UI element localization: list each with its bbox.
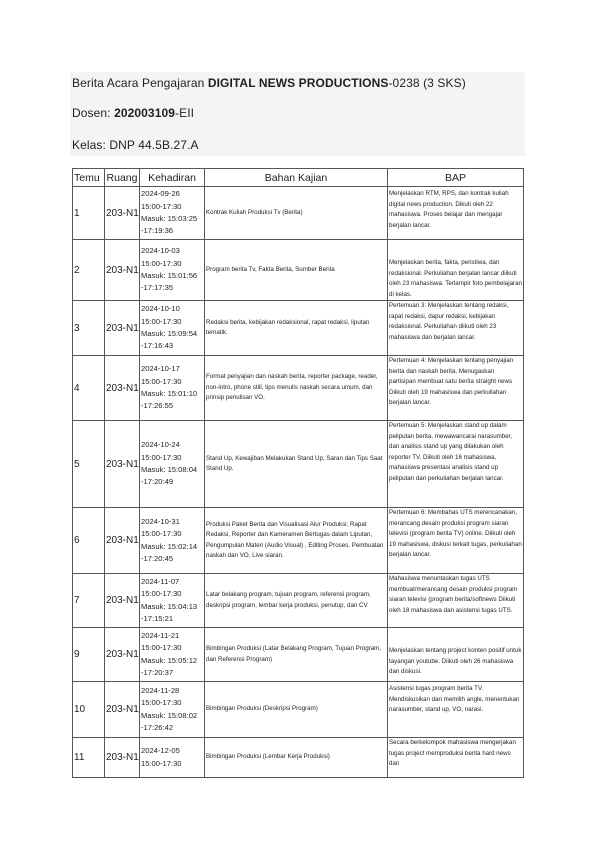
check-in: Masuk: 15:09:54 <box>141 329 198 338</box>
session-date: 2024-10-17 <box>141 364 180 374</box>
cell-temu: 6 <box>73 508 105 574</box>
cell-temu: 2 <box>73 240 105 301</box>
cell-bahan-kajian: Produksi Paket Berita dan Visualisasi Alur Produksi; Rapat Redaksi, Reporter dan Kameramen Bertugas dalam Liputan, Pengumpulan Materi (Audio Visual) , Editing Proses, Pembuatan naskah dan VO, Live siaran. <box>205 508 388 574</box>
teaching-log-table <box>72 168 524 778</box>
cell-bahan-kajian: Bimbingan Produksi (Latar Belakang Program, Tujuan Program, dan Referensi Program) <box>205 628 388 682</box>
check-out: -17:20:37 <box>141 667 174 677</box>
session-time: 15:00-17:30 <box>141 316 182 326</box>
table-row <box>73 508 524 574</box>
session-date: 2024-12-05 <box>141 746 180 756</box>
course-name: DIGITAL NEWS PRODUCTIONS <box>207 76 389 90</box>
session-date: 2024-11-28 <box>141 685 180 695</box>
cell-ruang: 203-N1 <box>105 240 140 301</box>
check-in: Masuk: 15:08:02 <box>141 710 198 720</box>
check-out: -17:17:35 <box>141 283 174 293</box>
cell-bahan-kajian: Bimbingan Produksi (Lembar Kerja Produksi) <box>205 738 388 778</box>
cell-kehadiran <box>140 301 205 356</box>
cell-ruang: 203-N1 <box>105 301 140 356</box>
check-out: -17:20:45 <box>141 553 174 563</box>
session-time: 15:00-17:30 <box>141 698 182 708</box>
cell-ruang: 203-N1 <box>105 682 140 738</box>
table-row <box>73 421 524 508</box>
check-out: -17:26:55 <box>141 401 174 411</box>
cell-kehadiran <box>140 240 205 301</box>
cell-temu: 4 <box>73 356 105 421</box>
cell-ruang: 203-N1 <box>105 356 140 421</box>
check-out: -17:19:36 <box>141 226 174 236</box>
check-in: Masuk: 15:03:25 <box>141 214 198 223</box>
cell-kehadiran <box>140 682 205 738</box>
cell-bap: Pertemuan 5: Menjelaskan stand up dalam peliputan berita, mewawancarai narasumber, dan analisis stand up yang dilakukan oleh reporter TV. Diikuti oleh 16 mahasiswa, mahasiswa presentasi analisis stand up peliputan dan perkuliahan berjalan lancar. <box>388 421 524 508</box>
title-prefix: Berita Acara Pengajaran <box>72 76 208 90</box>
session-time: 15:00-17:30 <box>141 589 182 599</box>
cell-ruang: 203-N1 <box>105 738 140 778</box>
cell-kehadiran <box>140 628 205 682</box>
session-time: 15:00-17:30 <box>141 758 182 768</box>
cell-bahan-kajian: Kontrak Kuliah Produksi Tv (Berita) <box>205 187 388 240</box>
cell-bap: Menjelaskan berita, fakta, peristiwa, dan redaksional. Perkuliahan berjalan lancar diikuti oleh 23 mahasiswa. Terlampir foto pembelajaran di kelas. <box>388 240 524 301</box>
class-line: Kelas: DNP 44.5B.27.A <box>72 138 199 152</box>
session-time: 15:00-17:30 <box>141 376 182 386</box>
cell-bap: Pertemuan 6: Membahas UTS merencanakan, merancang desain produksi program siaran televisi (program berita TV) online. Diikuti oleh 19 mahasiswa, diskusi terkait tugas, perkuliahan berjalan lancar. <box>388 508 524 574</box>
header-kehadiran: Kehadiran <box>140 169 205 187</box>
session-date: 2024-10-03 <box>141 246 180 256</box>
cell-bap: Asistensi tugas program berita TV. Mendiskusikan dan memilih angle, menentukan narasumber, stand up, VO, narasi. <box>388 682 524 738</box>
cell-bahan-kajian: Latar belakang program, tujuan program, referensi program, deskripsi program, lembar kerja produksi, penutup, dan CV <box>205 574 388 628</box>
check-in: Masuk: 15:02:14 <box>141 541 198 551</box>
cell-kehadiran <box>140 421 205 508</box>
lecturer-id: 202003109 <box>114 106 176 120</box>
check-in: Masuk: 15:05:12 <box>141 655 198 665</box>
check-in: Masuk: 15:08:04 <box>141 465 198 474</box>
check-out: -17:16:43 <box>141 341 174 351</box>
table-row <box>73 738 524 778</box>
table-row <box>73 301 524 356</box>
course-code: -0238 (3 SKS) <box>388 76 466 90</box>
cell-bahan-kajian: Bimbingan Produksi (Deskripsi Program) <box>205 682 388 738</box>
cell-bahan-kajian: Redaksi berita, kebijakan redaksional, rapat redaksi, liputan tematik. <box>205 301 388 356</box>
cell-temu: 9 <box>73 628 105 682</box>
session-date: 2024-10-10 <box>141 304 180 314</box>
cell-temu: 3 <box>73 301 105 356</box>
cell-bahan-kajian: Program berita Tv, Fakta Berita, Sumber Berita <box>205 240 388 301</box>
session-date: 2024-10-31 <box>141 516 180 526</box>
cell-ruang: 203-N1 <box>105 508 140 574</box>
cell-temu: 11 <box>73 738 105 778</box>
session-time: 15:00-17:30 <box>141 643 182 653</box>
table-row <box>73 628 524 682</box>
session-time: 15:00-17:30 <box>141 452 182 462</box>
table-row <box>73 187 524 240</box>
cell-bap: Mahasiswa menuntaskan tugas UTS membuat/merancang desain produksi program siaran televisi (program berita/softnews Diikuti oleh 18 mahasiswa dan asistensi tugas UTS. <box>388 574 524 628</box>
cell-bahan-kajian: Format penyajian dan naskah berita, reporter package, reader, non-intro, phone still, tips menulis naskah secara umum, dan prinsip penulisan VO. <box>205 356 388 421</box>
cell-bap: Pertemuan 4: Menjelaskan tentang penyajian berita dan naskah berita. Menugaskan partisipan membuat satu berita straight news Diikuti oleh 19 mahasiswa dan perkuliahan berjalan lancar. <box>388 356 524 421</box>
cell-kehadiran <box>140 574 205 628</box>
cell-bap: Menjelaskan RTM, RPS, dan kontrak kuliah digital news production. Dikuti oleh 22 mahasiswa. Proses belajar dan mengajar berjalan lancar. <box>388 187 524 240</box>
lecturer-line <box>72 106 194 120</box>
check-in: Masuk: 15:01:10 <box>141 389 198 398</box>
cell-ruang: 203-N1 <box>105 421 140 508</box>
session-time: 15:00-17:30 <box>141 201 182 211</box>
check-out: -17:26:42 <box>141 722 174 732</box>
check-out: -17:20:49 <box>141 477 174 487</box>
lecturer-suffix: -EII <box>175 106 195 120</box>
table-row <box>73 574 524 628</box>
header-ruang: Ruang <box>105 169 140 187</box>
cell-temu: 1 <box>73 187 105 240</box>
session-date: 2024-09-26 <box>141 189 180 199</box>
cell-temu: 5 <box>73 421 105 508</box>
cell-bahan-kajian: Stand Up, Kewajiban Melakukan Stand Up, Saran dan Tips Saat Stand Up. <box>205 421 388 508</box>
header-temu: Temu <box>73 169 105 187</box>
cell-bap: Secara berkelompok mahasiswa mengerjakan tugas project memproduksi berita hard news dan <box>388 738 524 778</box>
session-time: 15:00-17:30 <box>141 258 182 268</box>
session-time: 15:00-17:30 <box>141 529 182 539</box>
cell-ruang: 203-N1 <box>105 628 140 682</box>
cell-kehadiran <box>140 508 205 574</box>
header-bahan-kajian: Bahan Kajian <box>205 169 388 187</box>
cell-ruang: 203-N1 <box>105 574 140 628</box>
table-row <box>73 240 524 301</box>
check-in: Masuk: 15:04:13 <box>141 601 198 611</box>
session-date: 2024-11-07 <box>141 576 180 586</box>
session-date: 2024-10-24 <box>141 440 180 450</box>
session-date: 2024-11-21 <box>141 630 180 640</box>
check-out: -17:15:21 <box>141 613 174 623</box>
cell-bap: Menjelaskan tentang project konten positif untuk tayangan youtube. Diikuti oleh 26 mahasiswa dan diskusi. <box>388 628 524 682</box>
report-title-line <box>72 76 466 90</box>
cell-ruang: 203-N1 <box>105 187 140 240</box>
cell-kehadiran <box>140 738 205 778</box>
header-bap: BAP <box>388 169 524 187</box>
table-row <box>73 356 524 421</box>
lecturer-label: Dosen: <box>72 106 115 120</box>
table-header-row <box>73 169 524 187</box>
document-header <box>70 72 525 156</box>
cell-kehadiran <box>140 187 205 240</box>
cell-temu: 10 <box>73 682 105 738</box>
cell-kehadiran <box>140 356 205 421</box>
teaching-log-table-container <box>72 168 523 768</box>
check-in: Masuk: 15:01:56 <box>141 271 198 280</box>
cell-temu: 7 <box>73 574 105 628</box>
table-row <box>73 682 524 738</box>
cell-bap: Pertemuan 3: Menjelaskan tentang redaksi, rapat redaksi, dapur redaksi, kebijakan redaksional. Perkuliahan diikuti oleh 23 mahasiswa dan berjalan lancar. <box>388 301 524 356</box>
